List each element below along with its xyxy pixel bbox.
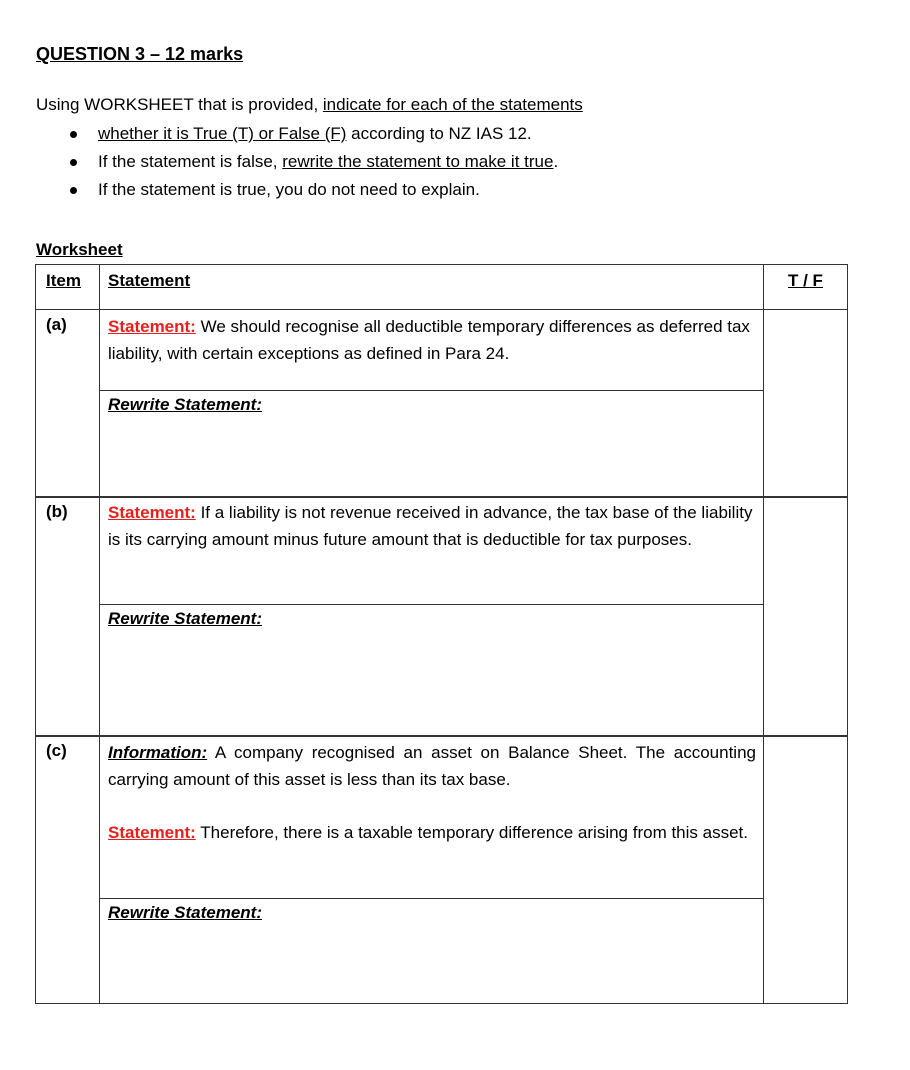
statement-label: Statement:: [108, 317, 196, 336]
row-item-label: (b): [46, 502, 68, 521]
instruction-item: [36, 148, 558, 176]
statement-label: Statement:: [108, 823, 196, 842]
instruction-item: [36, 176, 558, 204]
table-divider: [36, 309, 847, 310]
instruction-text: If the statement is true, you do not need to explain.: [98, 180, 480, 199]
question-title: QUESTION 3 – 12 marks: [36, 44, 244, 64]
statement-text: If a liability is not revenue received in advance, the tax base of the liability is its carrying amount minus future amount that is deductible for tax purposes.: [108, 503, 753, 549]
worksheet-table: [35, 264, 848, 1004]
intro-prefix: Using WORKSHEET that is provided,: [36, 95, 323, 114]
statement-text: We should recognise all deductible temporary differences as deferred tax liability, with certain exceptions as defined in Para 24.: [108, 317, 750, 363]
information-cell: [108, 739, 756, 793]
statement-text: Therefore, there is a taxable temporary difference arising from this asset.: [195, 823, 748, 842]
row-item-label: (a): [46, 315, 67, 334]
statement-cell: [108, 819, 756, 846]
instruction-text: If the statement is false,: [98, 152, 283, 171]
instruction-underlined: whether it is True (T) or False (F): [98, 124, 347, 143]
table-divider: [99, 604, 763, 605]
instruction-item: [36, 120, 558, 148]
rewrite-label: Rewrite Statement:: [108, 903, 262, 922]
worksheet-label: Worksheet: [36, 240, 123, 259]
rewrite-label: Rewrite Statement:: [108, 395, 262, 414]
rewrite-label: Rewrite Statement:: [108, 609, 262, 628]
header-statement: Statement: [108, 271, 191, 290]
header-item: Item: [46, 271, 81, 290]
intro-underlined: indicate for each of the statements: [322, 95, 583, 114]
instruction-text: according to NZ IAS 12.: [346, 124, 532, 143]
row-item-label: (c): [46, 741, 67, 760]
statement-cell: [108, 313, 756, 367]
instruction-underlined: rewrite the statement to make it true: [282, 152, 554, 171]
table-divider: [36, 496, 847, 498]
table-divider: [763, 265, 764, 1003]
information-label: Information:: [108, 743, 208, 762]
information-text: A company recognised an asset on Balance Sheet. The accounting carrying amount of this asset is less than its tax base.: [108, 743, 756, 789]
table-divider: [99, 390, 763, 391]
instructions-intro: [36, 95, 583, 115]
table-divider: [99, 265, 100, 1003]
instruction-text: .: [553, 152, 559, 171]
instruction-list: [36, 120, 558, 204]
statement-label: Statement:: [108, 503, 196, 522]
table-divider: [99, 898, 763, 899]
header-tf: T / F: [788, 271, 823, 290]
table-divider: [36, 735, 847, 737]
statement-cell: [108, 499, 756, 553]
